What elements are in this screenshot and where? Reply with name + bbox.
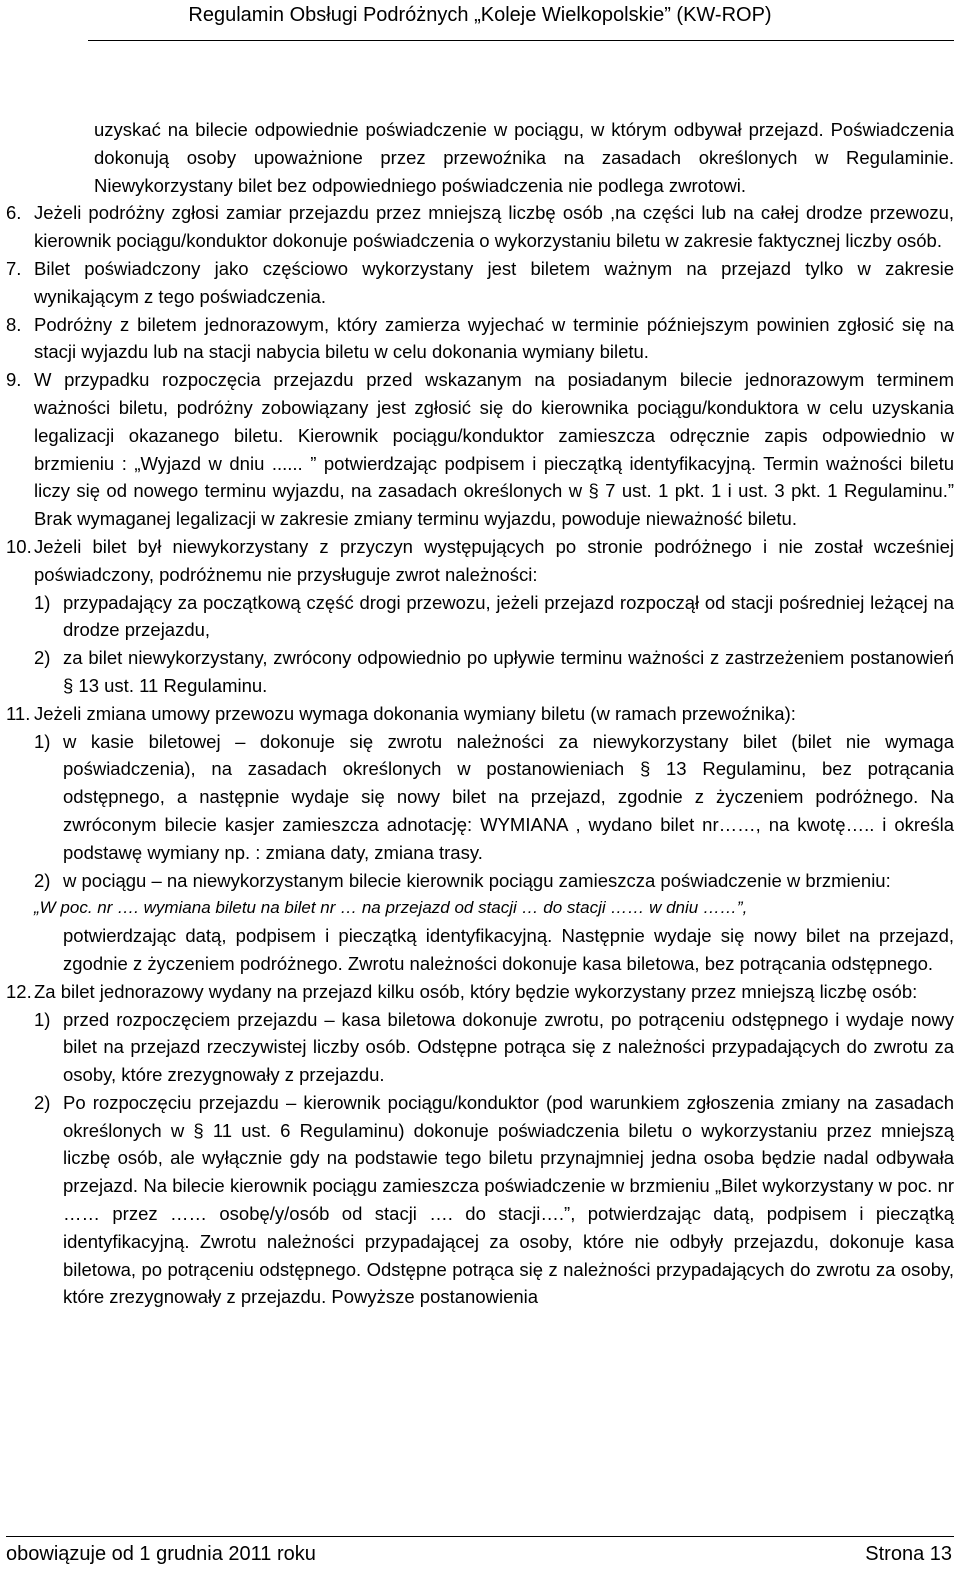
document-body — [6, 116, 954, 1311]
list-item — [6, 255, 954, 311]
item-text: Jeżeli zmiana umowy przewozu wymaga dokonania wymiany biletu (w ramach przewoźnika): — [34, 702, 796, 724]
sub-item-number: 2) — [34, 647, 51, 669]
item-text: W przypadku rozpoczęcia przejazdu przed wskazanym na posiadanym bilecie jednorazowym terminem ważności biletu, podróżny zobowiązany jest zgłosić się do kierownika pociągu/konduktora w celu uzyskania legalizacji okazanego biletu. Kierownik pociągu/konduktor zamieszcza odręcznie zapis odpowiednio w brzmieniu : „Wyjazd w dniu ...... ” potwierdzając podpisem i pieczątką identyfikacyjną. Termin ważności biletu liczy się od nowego terminu wyjazdu, na zasadach określonych w § 7 ust. 1 pkt. 1 i ust. 3 pkt. 1 Regulaminu.” Brak wymaganej legalizacji w zakresie zmiany terminu wyjazdu, powoduje nieważność biletu. — [34, 369, 954, 530]
annotation-quote-continuation: potwierdzając datą, podpisem i pieczątką identyfikacyjną. Następnie wydaje się nowy bilet na przejazd, zgodnie z życzeniem podróżnego. Zwrotu należności dokonuje kasa biletowa, bez potrącania odstępnego. — [63, 925, 954, 974]
effective-date: obowiązuje od 1 grudnia 2011 roku — [6, 1543, 316, 1565]
sub-item-text: Po rozpoczęciu przejazdu – kierownik pociągu/konduktor (pod warunkiem zgłoszenia zmiany na zasadach określonych w § 11 ust. 6 Regulaminu) dokonuje poświadczenia biletu o wykorzystaniu przez mniejszą liczbę osób, ale wyłącznie gdy na podstawie tego biletu przynajmniej jedna osoba będzie nadal odbywała przejazd. Na bilecie kierownik pociągu zamieszcza poświadczenie w brzmieniu „Bilet wykorzystany w poc. nr …… przez …… osobę/y/osób od stacji …. do stacji….”, potwierdzając datą, podpisem i pieczątką identyfikacyjną. Zwrotu należności przypadającej za osoby, które nie odbyły przejazdu, dokonuje kasa biletowa, po potrąceniu odstępnego. Odstępne potrąca się z należności przypadających do zwrotu za osoby, które zrezygnowały z przejazdu. Powyższe postanowienia — [63, 1091, 954, 1308]
footer-divider — [6, 1536, 954, 1537]
sub-list-item — [6, 589, 954, 645]
annotation-quote: „W poc. nr …. wymiana biletu na bilet nr … na przejazd od stacji … do stacji …… w dniu ……”, — [34, 898, 748, 918]
item-number: 8. — [6, 313, 22, 335]
sub-list-item — [6, 644, 954, 700]
list-item — [6, 199, 954, 255]
list-item — [6, 311, 954, 367]
item-text: Bilet poświadczony jako częściowo wykorzystany jest biletem ważnym na przejazd tylko w zakresie wynikającym z tego poświadczenia. — [34, 257, 954, 307]
sub-list-item — [6, 1006, 954, 1089]
item-text: Jeżeli bilet był niewykorzystany z przyczyn występujących po stronie podróżnego i nie został wcześniej poświadczony, podróżnemu nie przysługuje zwrot należności: — [34, 535, 954, 585]
list-item — [6, 700, 954, 728]
sub-item-text: w pociągu – na niewykorzystanym bilecie kierownik pociągu zamieszcza poświadczenie w brzmieniu: — [63, 869, 891, 891]
sub-item-number: 1) — [34, 591, 51, 613]
item-number: 12. — [6, 980, 32, 1002]
list-item — [6, 366, 954, 533]
sub-item-number: 1) — [34, 730, 51, 752]
sub-item-number: 2) — [34, 869, 51, 891]
sub-item-number: 2) — [34, 1091, 51, 1113]
page-header — [0, 0, 960, 36]
sub-item-text: w kasie biletowej – dokonuje się zwrotu należności za niewykorzystany bilet (bilet nie wymaga poświadczenia), na zasadach określonych w postanowieniach § 13 Regulaminu, bez potrącania odstępnego, a następnie wydaje się nowy bilet na przejazd, zgodnie z życzeniem podróżnego. Na zwróconym bilecie kasjer zamieszcza adnotację: WYMIANA , wydano bilet nr……, na kwotę….. i określa podstawę wymiany np. : zmiana daty, zmiana trasy. — [63, 730, 954, 863]
sub-item-text: przypadający za początkową część drogi przewozu, jeżeli przejazd rozpoczął od stacji pośredniej leżącej na drodze przejazdu, — [63, 591, 954, 641]
header-divider — [88, 40, 954, 41]
sub-list-item — [6, 867, 954, 895]
list-item — [6, 978, 954, 1006]
document-title: Regulamin Obsługi Podróżnych „Koleje Wielkopolskie” (KW-ROP) — [188, 4, 772, 26]
sub-item-number: 1) — [34, 1008, 51, 1030]
item-number: 9. — [6, 369, 22, 391]
item-text: Podróżny z biletem jednorazowym, który zamierza wyjechać w terminie późniejszym powinien zgłosić się na stacji wyjazdu lub na stacji nabycia biletu w celu dokonania wymiany biletu. — [34, 313, 954, 363]
item-number: 10. — [6, 535, 32, 557]
list-item — [6, 533, 954, 589]
item-number: 6. — [6, 202, 22, 224]
sub-item-text: przed rozpoczęciem przejazdu – kasa biletowa dokonuje zwrotu, po potrąceniu odstępnego i wydaje nowy bilet na przejazd rzeczywistej liczby osób. Odstępne potrąca się z należności przypadających do zwrotu za osoby, które zrezygnowały z przejazdu. — [63, 1008, 954, 1086]
item-number: 11. — [6, 702, 31, 724]
item-number: 7. — [6, 257, 22, 279]
item-text: Jeżeli podróżny zgłosi zamiar przejazdu przez mniejszą liczbę osób ,na części lub na całej drodze przewozu, kierownik pociągu/konduktor dokonuje poświadczenia o wykorzystaniu biletu w zakresie faktycznej liczby osób. — [34, 202, 954, 252]
sub-list-item — [6, 1089, 954, 1311]
sub-item-text: za bilet niewykorzystany, zwrócony odpowiednio po upływie terminu ważności z zastrzeżeniem postanowień § 13 ust. 11 Regulaminu. — [63, 647, 954, 696]
sub-list-item — [6, 728, 954, 867]
continuation-paragraph: uzyskać na bilecie odpowiednie poświadczenie w pociągu, w którym odbywał przejazd. Poświadczenia dokonują osoby upoważnione przez przewoźnika na zasadach określonych w Regulaminie. Niewykorzystany bilet bez odpowiedniego poświadczenia nie podlega zwrotowi. — [94, 119, 954, 196]
item-text: Za bilet jednorazowy wydany na przejazd kilku osób, który będzie wykorzystany przez mniejszą liczbę osób: — [34, 980, 918, 1002]
page-number: Strona 13 — [865, 1543, 952, 1565]
